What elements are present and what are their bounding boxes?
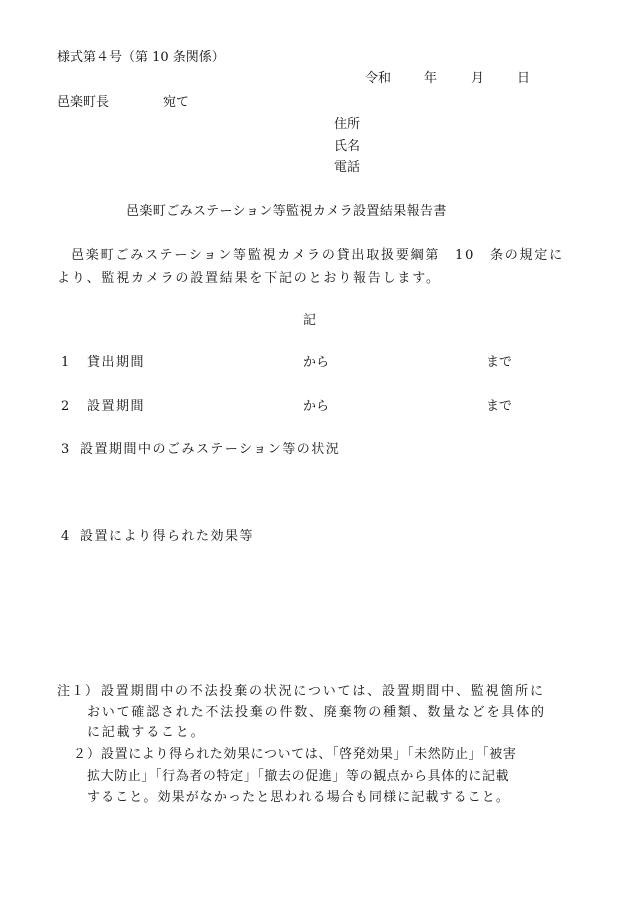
note-2-line-2: 拡大防止」「行為者の特定」「撤去の促進」等の観点から具体的に記載 bbox=[87, 769, 510, 784]
item-1-from: から bbox=[303, 355, 330, 370]
item-2-from: から bbox=[303, 399, 330, 414]
item-3-label: 設置期間中のごみステーション等の状況 bbox=[80, 442, 341, 457]
addressee-name: 邑楽町長 bbox=[57, 95, 110, 110]
item-4-number: 4 bbox=[61, 529, 70, 544]
intro-line-1: 邑楽町ごみステーション等監視カメラの貸出取扱要綱第 10 条の規定に bbox=[71, 248, 564, 263]
date-day: 日 bbox=[517, 71, 531, 86]
item-3-number: 3 bbox=[61, 442, 70, 457]
date-era: 令和 bbox=[365, 71, 392, 86]
item-2-number: 2 bbox=[61, 399, 70, 414]
date-month: 月 bbox=[471, 71, 485, 86]
phone-label: 電話 bbox=[334, 160, 361, 175]
note-2-prefix: ２） bbox=[73, 747, 102, 762]
ki-heading: 記 bbox=[303, 313, 317, 328]
note-1-line-1: 設置期間中の不法投棄の状況については、設置期間中、監視箇所に bbox=[101, 684, 545, 699]
item-1-label: 貸出期間 bbox=[87, 355, 146, 370]
addressee-suffix: 宛て bbox=[163, 95, 190, 110]
item-1-to: まで bbox=[486, 355, 513, 370]
document-title: 邑楽町ごみステーション等監視カメラ設置結果報告書 bbox=[126, 204, 447, 219]
item-4-label: 設置により得られた効果等 bbox=[80, 529, 255, 544]
note-2-line-1: 設置により得られた効果については、「啓発効果」「未然防止」「被害 bbox=[101, 747, 517, 762]
item-2-to: まで bbox=[486, 399, 513, 414]
note-2-line-3: すること。効果がなかったと思われる場合も同様に記載すること。 bbox=[87, 790, 511, 805]
address-label: 住所 bbox=[334, 117, 361, 132]
date-year: 年 bbox=[424, 71, 438, 86]
form-number: 様式第４号（第 10 条関係） bbox=[57, 50, 225, 65]
item-2-label: 設置期間 bbox=[87, 399, 146, 414]
name-label: 氏名 bbox=[334, 139, 361, 154]
note-1-line-2: おいて確認された不法投棄の件数、廃棄物の種類、数量などを具体的 bbox=[87, 705, 546, 720]
item-1-number: 1 bbox=[61, 355, 70, 370]
note-1-prefix: 注１） bbox=[57, 684, 100, 699]
intro-line-2: より、監視カメラの設置結果を下記のとおり報告します。 bbox=[57, 271, 441, 286]
note-1-line-3: に記載すること。 bbox=[87, 725, 206, 740]
